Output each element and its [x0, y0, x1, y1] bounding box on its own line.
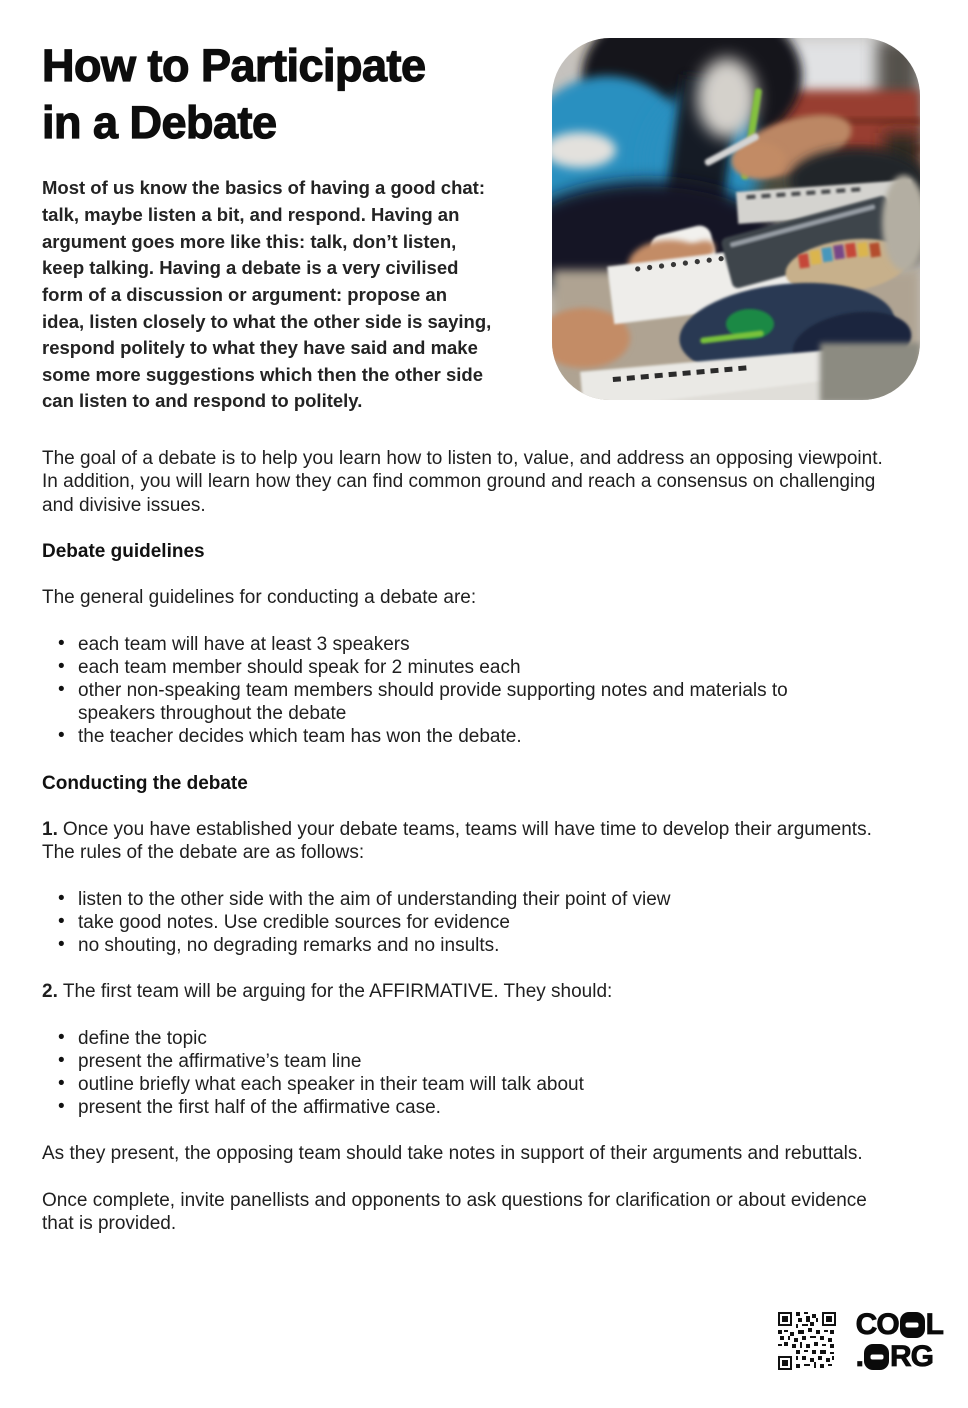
qr-code-icon [778, 1312, 836, 1370]
list-item: • other non-speaking team members should provide supporting notes and materials to speakers throughout the debate [58, 679, 854, 725]
step1-number: 1. [42, 819, 58, 841]
list-item: • no shouting, no degrading remarks and no insults. [58, 934, 854, 957]
guidelines-list [42, 633, 854, 749]
logo-text: L [925, 1308, 943, 1341]
step2-paragraph [42, 980, 890, 1003]
list-item: • each team will have at least 3 speakers [58, 633, 854, 656]
classroom-photo-illustration [552, 38, 920, 400]
page-title-line1: How to Participate [42, 40, 426, 91]
guidelines-heading: Debate guidelines [42, 541, 205, 563]
affirmative-list [42, 1027, 854, 1120]
page-title [42, 38, 520, 151]
body-section [0, 447, 968, 1235]
list-item: • the teacher decides which team has won the debate. [58, 725, 854, 748]
list-item: • take good notes. Use credible sources for evidence [58, 911, 854, 934]
step2-text: The first team will be arguing for the AFFIRMATIVE. They should: [62, 981, 613, 1003]
classroom-photo [552, 38, 920, 400]
logo-text: RG [890, 1340, 934, 1373]
step2-number: 2. [42, 981, 58, 1003]
list-item: • each team member should speak for 2 minutes each [58, 656, 854, 679]
page-title-line2: in a Debate [42, 96, 277, 148]
cool-org-logo [856, 1310, 943, 1372]
list-item: • define the topic [58, 1027, 854, 1050]
conducting-heading: Conducting the debate [42, 772, 248, 794]
footer-branding [778, 1310, 943, 1372]
notes-paragraph: As they present, the opposing team should take notes in support of their arguments and rebuttals. [42, 1143, 863, 1165]
list-item: • present the first half of the affirmative case. [58, 1096, 854, 1119]
logo-line2 [856, 1342, 943, 1372]
intro-paragraph: Most of us know the basics of having a good chat: talk, maybe listen a bit, and respond. Having an argument goes more like this: talk, don’t listen, keep talking. Having a debate is a very civilised form of a discussion or argument: propose an idea, listen closely to what the other side is saying, respond politely to what they have said and make some more suggestions which then the other side can listen to and respond to politely. [42, 177, 492, 412]
goal-paragraph: The goal of a debate is to help you learn how to listen to, value, and address an opposing viewpoint. In addition, you will learn how they can find common ground and reach a consensus on challenging and divisive issues. [42, 448, 883, 516]
list-item: • outline briefly what each speaker in their team will talk about [58, 1073, 854, 1096]
header-section [0, 0, 968, 415]
slotted-o-icon [864, 1344, 889, 1370]
invite-paragraph: Once complete, invite panellists and opponents to ask questions for clarification or about evidence that is provided. [42, 1189, 867, 1235]
logo-text: CO [855, 1308, 899, 1341]
qr-code-glyph [778, 1312, 836, 1370]
guidelines-intro: The general guidelines for conducting a debate are: [42, 587, 477, 609]
logo-line1 [856, 1310, 943, 1340]
step1-paragraph [42, 818, 890, 865]
list-item: • listen to the other side with the aim of understanding their point of view [58, 888, 854, 911]
list-item: • present the affirmative’s team line [58, 1050, 854, 1073]
slotted-o-icon [900, 1312, 925, 1338]
step1-text: Once you have established your debate teams, teams will have time to develop their arguments. The rules of the debate are as follows: [42, 819, 872, 864]
title-column [42, 38, 520, 415]
rules-list [42, 888, 854, 958]
logo-text: . [855, 1340, 864, 1373]
